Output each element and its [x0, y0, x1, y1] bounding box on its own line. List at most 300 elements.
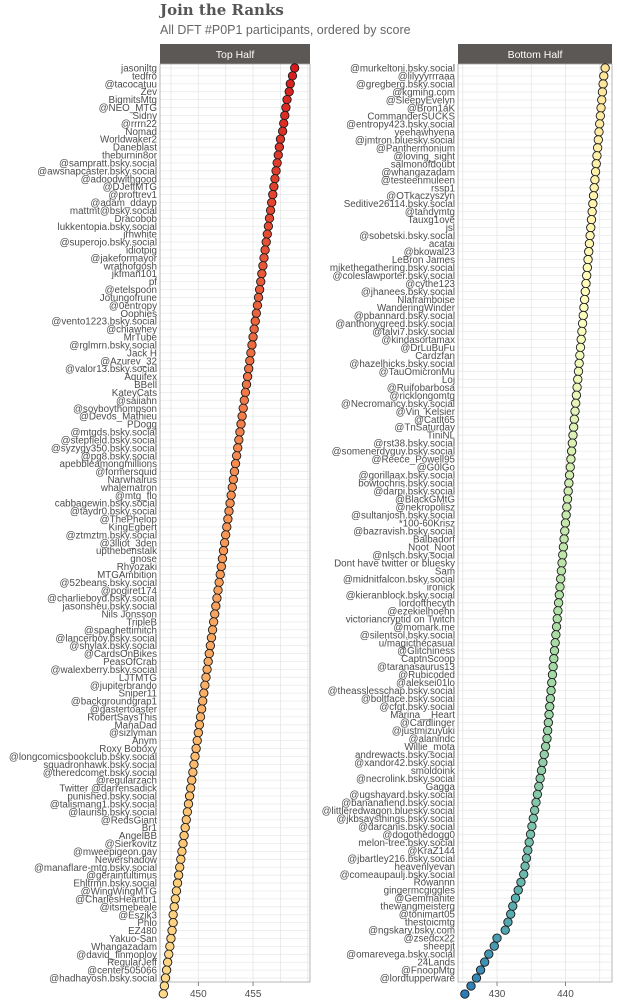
data-point [169, 918, 177, 926]
data-point [177, 855, 185, 863]
data-point [550, 647, 558, 655]
data-point [572, 399, 580, 407]
y-tick-label: @Devos_Mathieu [78, 411, 157, 423]
data-point [253, 301, 261, 309]
data-point [254, 293, 262, 301]
data-point [201, 681, 209, 689]
data-point [563, 503, 571, 511]
y-tick-label: @anthonygreed.bsky.social [335, 318, 455, 330]
data-point [290, 64, 298, 72]
y-tick-label: *100-60Krisz [398, 518, 455, 530]
y-tick-label: @manaflare-mtg.bsky.social [33, 862, 157, 874]
data-point [202, 673, 210, 681]
data-point [563, 495, 571, 503]
y-tick-label: @cythe123 [405, 279, 455, 291]
data-point [188, 776, 196, 784]
data-point [241, 388, 249, 396]
y-tick-label: @backgroundgrap1 [70, 696, 157, 708]
data-point [228, 483, 236, 491]
y-tick-label: @etelspoon [104, 285, 157, 297]
y-tick-label: BBell [134, 380, 157, 392]
y-tick-label: RobertSaysThis [87, 712, 157, 724]
y-tick-label: @KraZ144 [407, 845, 455, 857]
y-tick-label: @BlackGMtG [394, 494, 455, 506]
data-point [585, 239, 593, 247]
y-tick-label: @gorillaax.bsky.social [358, 470, 455, 482]
y-tick-label: @theasslesschap.bsky.social [327, 686, 455, 698]
y-tick-label: @pbannard.bsky.social [353, 310, 455, 322]
y-tick-label: thestoicmtg [404, 917, 455, 929]
data-point [568, 439, 576, 447]
data-point [258, 270, 266, 278]
data-point [242, 380, 250, 388]
data-point [592, 160, 600, 168]
data-point [555, 591, 563, 599]
data-point [226, 499, 234, 507]
data-point [472, 974, 480, 982]
data-point [179, 839, 187, 847]
data-point [560, 535, 568, 543]
data-point [273, 159, 281, 167]
data-point [163, 958, 171, 966]
y-tick-label: Noot_Noot [408, 542, 455, 554]
y-tick-label: @murkeltoni.bsky.social [349, 63, 455, 75]
y-tick-label: @CharlesHeartbr1 [75, 894, 157, 906]
data-point [272, 167, 280, 175]
y-tick-label: @loving_sight [393, 151, 455, 163]
data-point [171, 895, 179, 903]
y-tick-label: @sobetski.bsky.social [359, 231, 455, 243]
y-tick-label: Oophies [120, 308, 157, 320]
y-tick-label: mattmt@bsky.social [69, 205, 157, 217]
y-tick-label: @Sierkovitz [104, 839, 157, 851]
y-tick-label: @RedsGiant [100, 815, 157, 827]
y-tick-label: yeehawhyena [394, 127, 455, 139]
data-point [595, 120, 603, 128]
data-point [493, 934, 501, 942]
data-point [501, 926, 509, 934]
y-tick-label: RegularJeff [107, 957, 157, 969]
data-point [221, 531, 229, 539]
y-tick-label: @jupiterbrando [89, 680, 157, 692]
y-tick-label: MTGAmbition [97, 569, 157, 581]
y-tick-label: @somenerdyguy.bsky.social [331, 446, 455, 458]
data-point [578, 327, 586, 335]
y-tick-label: @Ruifobarbosa [386, 382, 455, 394]
y-tick-label: @ngskary.bsky.com [368, 925, 455, 937]
data-point [234, 444, 242, 452]
y-tick-label: Narwhalrus [107, 475, 157, 487]
y-tick-label: @center505066 [87, 965, 157, 977]
data-point [196, 713, 204, 721]
y-tick-label: acatai [428, 239, 455, 251]
y-tick-label: @boltface.bsky.social [360, 694, 455, 706]
data-point [572, 391, 580, 399]
y-tick-label: @Vin_Kelsier [395, 406, 455, 418]
y-tick-label: Gagga [425, 781, 455, 793]
data-point [517, 878, 525, 886]
data-point [263, 230, 271, 238]
data-point [249, 333, 257, 341]
data-point [227, 491, 235, 499]
data-point [529, 814, 537, 822]
data-point [461, 990, 469, 998]
y-tick-label: @gregberg.bsky.social [355, 79, 455, 91]
y-tick-label: @0entropy [108, 300, 157, 312]
x-tick-label: 455 [244, 989, 262, 1000]
y-tick-label: @ztmztm.bsky.social [65, 530, 157, 542]
y-tick-label: @Catlt65 [414, 414, 455, 426]
data-point [212, 602, 220, 610]
data-point [594, 136, 602, 144]
data-point [282, 103, 290, 111]
data-point [206, 641, 214, 649]
y-tick-label: andrewacts.bsky.social [354, 750, 455, 762]
data-point [545, 710, 553, 718]
data-point [230, 467, 238, 475]
y-tick-label: victoriancryptid on Twitch [345, 614, 455, 626]
y-tick-label: Zev [140, 87, 157, 99]
data-point [180, 831, 188, 839]
y-tick-label: gingermcgiggles [383, 885, 455, 897]
y-tick-label: Whangazadam [91, 941, 157, 953]
y-tick-label: @hazelhicks.bsky.social [349, 358, 455, 370]
data-point [217, 562, 225, 570]
y-tick-label: @darpi.bsky.social [373, 486, 455, 498]
data-point [271, 175, 279, 183]
data-point [525, 838, 533, 846]
data-point [204, 657, 212, 665]
y-tick-label: @awsnapcaster.bsky.social [37, 166, 157, 178]
y-tick-label: CaptnScoop [401, 654, 455, 666]
y-tick-label: @tacocatuu [104, 79, 157, 91]
y-tick-label: cabbagewin.bsky.social [54, 498, 157, 510]
data-point [278, 127, 286, 135]
y-tick-label: @regularzach [95, 775, 157, 787]
data-point [598, 96, 606, 104]
y-tick-label: @bananafiend.bsky.social [341, 797, 455, 809]
y-tick-label: @spaghettimitch [83, 625, 157, 637]
y-tick-label: @hadhayosh.bsky.social [49, 973, 157, 985]
data-point [476, 966, 484, 974]
data-point [574, 375, 582, 383]
y-tick-label: @laurisb.bsky.social [68, 807, 157, 819]
data-point [193, 736, 201, 744]
y-tick-label: KateyCats [111, 387, 157, 399]
data-point [587, 215, 595, 223]
data-point [159, 990, 167, 998]
y-tick-label: Sniper11 [118, 688, 157, 700]
data-point [554, 607, 562, 615]
y-tick-label: @taydr0.bsky.social [69, 506, 157, 518]
data-point [565, 479, 573, 487]
data-point [262, 238, 270, 246]
data-point [203, 665, 211, 673]
y-tick-label: @kieranblock.bsky.social [345, 590, 455, 602]
data-point [566, 463, 574, 471]
y-tick-label: @charlieboyd.bsky.social [47, 593, 157, 605]
data-point [561, 527, 569, 535]
data-point [524, 846, 532, 854]
data-point [269, 190, 277, 198]
data-point [549, 662, 557, 670]
data-point [216, 570, 224, 578]
data-point [577, 335, 585, 343]
y-tick-label: lukkentopia.bsky.social [57, 221, 157, 233]
data-point [178, 847, 186, 855]
y-tick-label: @Necromancy.bsky.social [340, 398, 455, 410]
data-point [173, 879, 181, 887]
data-point [189, 768, 197, 776]
data-point [467, 982, 475, 990]
y-tick-label: idiotpig [125, 245, 157, 257]
data-point [553, 615, 561, 623]
data-point [252, 309, 260, 317]
data-point [576, 343, 584, 351]
data-point [526, 830, 534, 838]
data-point [535, 782, 543, 790]
data-point [591, 168, 599, 176]
data-point [232, 452, 240, 460]
y-tick-label: @mtgds.bsky.social [70, 427, 157, 439]
panel-strip-label-bottom: Bottom Half [507, 49, 563, 61]
y-tick-label: u/magicthecasual [378, 638, 455, 650]
data-point [528, 822, 536, 830]
data-point [165, 950, 173, 958]
data-point [266, 206, 274, 214]
y-tick-label: @rrrn22 [120, 118, 157, 130]
y-tick-label: @CardsOnBikes [83, 649, 157, 661]
data-point [229, 475, 237, 483]
y-tick-label: @momark.me [393, 622, 455, 634]
data-point [207, 634, 215, 642]
data-point [596, 112, 604, 120]
y-tick-label: smoldoink [410, 765, 455, 777]
y-tick-label: @Gemmanite [394, 893, 455, 905]
data-point [561, 519, 569, 527]
data-point [593, 144, 601, 152]
y-tick-label: @zsedcx22 [403, 933, 455, 945]
y-tick-label: Jack H [127, 348, 157, 360]
data-point [223, 523, 231, 531]
y-tick-label: @necrolink.bsky.social [355, 773, 455, 785]
y-tick-label: tedfro [131, 71, 157, 83]
y-tick-label: @Rubicoded [398, 670, 455, 682]
y-tick-label: Dracobob [114, 213, 157, 225]
y-tick-label: ironick [426, 582, 455, 594]
y-tick-label: @david_finmoploy [76, 949, 157, 961]
data-point [576, 351, 584, 359]
y-tick-label: Daneblast [112, 142, 157, 154]
y-tick-label: wrathofgosh [103, 261, 157, 273]
data-point [574, 367, 582, 375]
y-tick-label: sheepjt [423, 941, 455, 953]
y-tick-label: TripleB [126, 617, 157, 629]
data-point [231, 459, 239, 467]
data-point [246, 357, 254, 365]
y-tick-label: Newershadow [94, 854, 157, 866]
data-point [224, 515, 232, 523]
y-tick-label: @WingWingMTG [80, 886, 157, 898]
y-tick-label: @jhanees.bsky.social [360, 287, 455, 299]
data-point [166, 942, 174, 950]
data-point [208, 626, 216, 634]
data-point [218, 554, 226, 562]
data-point [264, 222, 272, 230]
y-tick-label: @testeenmuleen [380, 175, 455, 187]
y-tick-label: Twitter @darrensadick [59, 783, 157, 795]
y-tick-label: bowtochris.bsky.social [358, 478, 455, 490]
y-tick-label: @shylax.bsky.social [69, 641, 157, 653]
y-tick-label: jasoniltg [121, 63, 157, 75]
data-point [215, 578, 223, 586]
data-point [588, 207, 596, 215]
y-tick-label: @itsmebeale [99, 902, 157, 914]
y-tick-label: mikethegathering.bsky.social [329, 263, 455, 275]
y-tick-label: salmonofdoubt [390, 159, 455, 171]
data-point [170, 903, 178, 911]
y-tick-label: apebbleamongmillions [59, 459, 157, 471]
data-point [597, 104, 605, 112]
data-point [580, 303, 588, 311]
y-tick-label: @DrLuBuFu [400, 342, 455, 354]
data-point [573, 383, 581, 391]
data-point [485, 950, 493, 958]
data-point [570, 415, 578, 423]
data-point [190, 760, 198, 768]
y-tick-label: thewangmeisterg [380, 901, 455, 913]
data-point [589, 199, 597, 207]
data-point [587, 223, 595, 231]
y-tick-label: @ThePhelop [99, 514, 157, 526]
data-point [550, 655, 558, 663]
data-point [167, 934, 175, 942]
data-point [260, 254, 268, 262]
y-tick-label: @Panthermonium [375, 143, 455, 155]
y-tick-label: @midnitfalcon.bsky.social [342, 574, 455, 586]
data-point [580, 295, 588, 303]
y-tick-label: TiniNL [427, 430, 455, 442]
panel-strip-label-top: Top Half [215, 49, 255, 61]
chart-subtitle: All DFT #P0P1 participants, ordered by score [160, 23, 411, 37]
y-tick-label: PDogg [127, 419, 157, 431]
y-tick-label: @ezekielhoehn [387, 606, 455, 618]
y-tick-label: @jmtron.bluesky.social [354, 135, 455, 147]
y-tick-label: @nekropolisz [395, 502, 455, 514]
y-tick-label: @Eszik3 [118, 910, 157, 922]
y-tick-label: @3lliot_3den [99, 538, 157, 550]
data-point [209, 618, 217, 626]
data-point [288, 72, 296, 80]
y-tick-label: @chiawhey [106, 324, 157, 336]
data-point [184, 800, 192, 808]
data-point [235, 436, 243, 444]
data-point [598, 88, 606, 96]
data-point [583, 263, 591, 271]
data-point [276, 135, 284, 143]
y-tick-label: @nlsch.bsky.social [372, 550, 455, 562]
y-tick-label: theburnin8or [101, 150, 157, 162]
data-point [567, 455, 575, 463]
data-point [544, 718, 552, 726]
data-point [514, 886, 522, 894]
y-tick-label: @Bron1aK [406, 103, 455, 115]
data-point [558, 559, 566, 567]
data-point [586, 231, 594, 239]
y-tick-label: jasonsheu.bsky.social [62, 601, 157, 613]
y-tick-label: @kindasortamax [381, 334, 455, 346]
y-tick-label: @proftrev1 [108, 190, 157, 202]
y-tick-label: @alanindc [408, 734, 455, 746]
data-point [280, 119, 288, 127]
y-tick-label: Balbadorf [413, 534, 455, 546]
data-point [551, 639, 559, 647]
data-point [554, 599, 562, 607]
y-tick-label: @valor13.bsky.social [65, 364, 157, 376]
y-tick-label: BigmitsMtg [108, 95, 157, 107]
y-tick-label: @soyboythompson [72, 403, 157, 415]
y-tick-label: Sidny [132, 110, 157, 122]
data-point [275, 143, 283, 151]
data-point [582, 279, 590, 287]
data-point [559, 551, 567, 559]
data-point [182, 816, 190, 824]
data-point [191, 752, 199, 760]
data-point [578, 319, 586, 327]
y-tick-label: @silentsol.bsky.social [359, 630, 455, 642]
data-point [211, 610, 219, 618]
y-tick-label: @taranasaurus13 [376, 662, 455, 674]
y-tick-label: @NEO_MTG [98, 103, 157, 115]
y-tick-label: @darcanis.bsky.social [358, 821, 455, 833]
data-point [195, 721, 203, 729]
y-tick-label: upthebenstalk [95, 546, 157, 558]
data-point [585, 247, 593, 255]
data-point [192, 744, 200, 752]
data-point [267, 198, 275, 206]
y-tick-label: Rowannn [413, 877, 455, 889]
y-tick-label: @sizlyman [108, 728, 157, 740]
data-point [265, 214, 273, 222]
y-tick-label: @vento1223.bsky.social [51, 316, 157, 328]
y-tick-label: @jbartley216.bsky.social [347, 853, 455, 865]
data-point [595, 128, 603, 136]
y-tick-label: @saiiahn [116, 395, 157, 407]
data-point [569, 423, 577, 431]
data-point [197, 705, 205, 713]
y-tick-label: @Azurev_32 [100, 356, 157, 368]
y-tick-label: @geraintultimus [86, 870, 157, 882]
y-tick-label: @DJeffMTG [102, 182, 157, 194]
y-tick-label: KingEgbert [108, 522, 157, 534]
data-point [174, 871, 182, 879]
y-tick-label: @jkbsaysthings.bsky.social [336, 813, 455, 825]
y-tick-label: @aleksei01lo [396, 678, 455, 690]
y-tick-label: @littleredwagon.bluesky.social [321, 805, 455, 817]
chart-title: Join the Ranks [160, 1, 284, 19]
y-tick-label: Worldwaker2 [100, 134, 157, 146]
y-tick-label: CommanderSUCKS [367, 111, 455, 123]
y-tick-label: @longcomicsbookclub.bsky.social [8, 751, 157, 763]
data-point [181, 823, 189, 831]
y-tick-label: Nlaframboise [397, 295, 455, 307]
y-tick-label: pf [148, 277, 157, 289]
y-tick-label: LJTMTG [118, 672, 157, 684]
data-point [599, 80, 607, 88]
y-tick-label: jrhwhite [123, 229, 157, 241]
y-tick-label: @whangazadam [381, 167, 455, 179]
y-tick-label: @ricklongomtg [389, 390, 455, 402]
